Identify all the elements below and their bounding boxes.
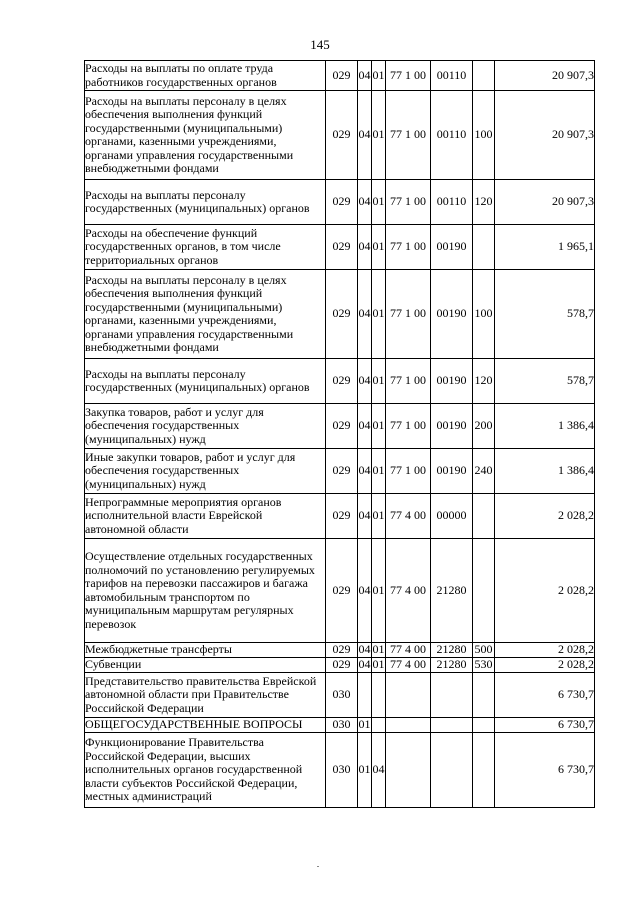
row-expense-type-code: 240 xyxy=(473,449,495,494)
row-sum: 1 386,4 xyxy=(495,449,595,494)
row-subsection-code: 01 xyxy=(372,449,386,494)
row-sum: 6 730,7 xyxy=(495,673,595,718)
table-row xyxy=(85,733,595,808)
row-target-article-subcode: 00110 xyxy=(431,180,473,225)
page-number: 145 xyxy=(310,37,330,52)
row-section-code: 04 xyxy=(358,642,371,657)
row-subsection-code: 04 xyxy=(372,733,386,808)
table-row xyxy=(85,643,595,658)
row-expense-type-code xyxy=(473,673,495,718)
row-expense-type-code: 500 xyxy=(474,642,493,657)
row-subsection-code: 01 xyxy=(372,494,386,539)
row-target-article-code: 77 1 00 xyxy=(386,449,431,494)
row-target-article-subcode: 00190 xyxy=(431,270,473,359)
row-name: Закупка товаров, работ и услуг для обеспечения государственных (муниципальных) нужд xyxy=(85,404,326,449)
row-subsection-code: 01 xyxy=(372,61,386,91)
row-section-code: 04 xyxy=(358,91,372,180)
row-target-article-code: 77 1 00 xyxy=(386,359,431,404)
row-admin-code: 029 xyxy=(326,404,358,449)
row-admin-code: 029 xyxy=(326,494,358,539)
row-target-article-subcode: 00190 xyxy=(431,225,473,270)
row-admin-code: 029 xyxy=(326,91,358,180)
row-target-article-subcode: 21280 xyxy=(431,539,473,643)
row-expense-type-code: 530 xyxy=(474,657,493,672)
scan-speck xyxy=(317,866,319,867)
row-subsection-code: 01 xyxy=(372,539,386,643)
row-name: Расходы на выплаты персоналу государственных (муниципальных) органов xyxy=(85,359,326,404)
row-section-code: 04 xyxy=(358,494,372,539)
table-row xyxy=(85,61,595,91)
row-target-article-code xyxy=(386,733,431,808)
table-row xyxy=(85,225,595,270)
budget-table-body xyxy=(85,61,595,808)
row-subsection-code: 01 xyxy=(372,225,386,270)
row-name: Субвенции xyxy=(85,658,326,673)
row-target-article-subcode: 00000 xyxy=(431,494,473,539)
row-expense-type-code xyxy=(473,733,495,808)
row-admin-code: 029 xyxy=(326,61,358,91)
row-section-code: 04 xyxy=(358,657,371,672)
row-section-code: 04 xyxy=(358,539,372,643)
row-admin-code: 029 xyxy=(326,359,358,404)
row-name: Расходы на выплаты по оплате труда работников государственных органов xyxy=(85,61,326,91)
row-expense-type-code: 120 xyxy=(473,180,495,225)
row-name: Осуществление отдельных государственных полномочий по установлению регулируемых тарифов на перевозки пассажиров и багажа автомобильным транспортом по муниципальным маршрутам регулярных перевозок xyxy=(85,539,326,643)
row-admin-code: 030 xyxy=(326,718,358,733)
row-section-code: 04 xyxy=(358,404,372,449)
row-section-code: 04 xyxy=(358,61,372,91)
row-sum: 578,7 xyxy=(495,359,595,404)
row-target-article-code: 77 1 00 xyxy=(386,61,431,91)
row-sum: 6 730,7 xyxy=(495,718,595,733)
table-row xyxy=(85,359,595,404)
row-admin-code: 030 xyxy=(326,733,358,808)
row-expense-type-code xyxy=(473,718,495,733)
row-sum: 578,7 xyxy=(495,270,595,359)
row-target-article-code: 77 4 00 xyxy=(386,494,431,539)
row-expense-type-code: 100 xyxy=(473,91,495,180)
row-subsection-code: 01 xyxy=(372,359,386,404)
row-target-article-code: 77 4 00 xyxy=(386,643,431,658)
row-admin-code: 029 xyxy=(326,270,358,359)
row-sum: 1 386,4 xyxy=(495,404,595,449)
row-admin-code: 029 xyxy=(326,539,358,643)
row-name: Расходы на выплаты персоналу в целях обеспечения выполнения функций государственными (муниципальными) органами, казенными учреждениями, органами управления государственными внебюджетными фондами xyxy=(85,91,326,180)
row-name: Функционирование Правительства Российской Федерации, высших исполнительных органов государственной власти субъектов Российской Федерации, местных администраций xyxy=(85,733,326,808)
row-section-code: 01 xyxy=(358,717,371,732)
row-section-code: 04 xyxy=(358,449,372,494)
row-sum: 2 028,2 xyxy=(495,539,595,643)
row-subsection-code: 01 xyxy=(372,270,386,359)
row-sum: 2 028,2 xyxy=(495,494,595,539)
row-name: Представительство правительства Еврейской автономной области при Правительстве Российской Федерации xyxy=(85,673,326,718)
row-target-article-subcode: 00190 xyxy=(431,449,473,494)
row-expense-type-code xyxy=(473,61,495,91)
row-expense-type-code xyxy=(473,539,495,643)
row-name: Иные закупки товаров, работ и услуг для обеспечения государственных (муниципальных) нужд xyxy=(85,449,326,494)
row-target-article-code: 77 4 00 xyxy=(386,539,431,643)
row-target-article-code: 77 4 00 xyxy=(386,658,431,673)
row-expense-type-code xyxy=(473,225,495,270)
row-admin-code: 029 xyxy=(326,658,358,673)
row-sum: 20 907,3 xyxy=(495,61,595,91)
row-admin-code: 030 xyxy=(326,673,358,718)
row-target-article-subcode: 00110 xyxy=(431,91,473,180)
row-section-code: 04 xyxy=(358,180,372,225)
table-row xyxy=(85,718,595,733)
row-sum: 20 907,3 xyxy=(495,91,595,180)
row-target-article-code xyxy=(386,718,431,733)
row-expense-type-code: 120 xyxy=(473,359,495,404)
row-target-article-subcode xyxy=(431,733,473,808)
table-row xyxy=(85,270,595,359)
row-name: Расходы на выплаты персоналу государственных (муниципальных) органов xyxy=(85,180,326,225)
row-admin-code: 029 xyxy=(326,643,358,658)
row-target-article-code xyxy=(386,673,431,718)
row-name: Непрограммные мероприятия органов исполнительной власти Еврейской автономной области xyxy=(85,494,326,539)
row-sum: 6 730,7 xyxy=(495,733,595,808)
row-name: Расходы на выплаты персоналу в целях обеспечения выполнения функций государственными (муниципальными) органами, казенными учреждениями, органами управления государственными внебюджетными фондами xyxy=(85,270,326,359)
row-target-article-subcode: 21280 xyxy=(431,658,473,673)
table-row xyxy=(85,658,595,673)
row-target-article-code: 77 1 00 xyxy=(386,270,431,359)
table-row xyxy=(85,91,595,180)
row-section-code: 04 xyxy=(358,359,372,404)
row-target-article-code: 77 1 00 xyxy=(386,91,431,180)
row-admin-code: 029 xyxy=(326,449,358,494)
row-sum: 2 028,2 xyxy=(495,658,595,673)
row-section-code: 01 xyxy=(358,733,372,808)
row-subsection-code: 01 xyxy=(372,180,386,225)
budget-table xyxy=(84,60,595,808)
row-section-code: 04 xyxy=(358,225,372,270)
row-subsection-code: 01 xyxy=(372,91,386,180)
row-expense-type-code: 100 xyxy=(473,270,495,359)
row-subsection-code: 01 xyxy=(372,404,386,449)
row-target-article-subcode: 00190 xyxy=(431,404,473,449)
row-admin-code: 029 xyxy=(326,225,358,270)
row-name: ОБЩЕГОСУДАРСТВЕННЫЕ ВОПРОСЫ xyxy=(85,718,326,733)
row-name: Межбюджетные трансферты xyxy=(85,643,326,658)
table-row xyxy=(85,449,595,494)
row-subsection-code xyxy=(372,718,386,733)
row-subsection-code xyxy=(372,673,386,718)
table-row xyxy=(85,494,595,539)
row-section-code xyxy=(358,673,372,718)
table-row xyxy=(85,673,595,718)
table-row xyxy=(85,404,595,449)
row-target-article-subcode: 00190 xyxy=(431,359,473,404)
row-expense-type-code: 200 xyxy=(473,404,495,449)
row-name: Расходы на обеспечение функций государственных органов, в том числе территориальных органов xyxy=(85,225,326,270)
row-target-article-subcode xyxy=(431,718,473,733)
row-expense-type-code xyxy=(473,494,495,539)
row-subsection-code: 01 xyxy=(372,642,385,657)
row-target-article-subcode: 21280 xyxy=(431,643,473,658)
row-sum: 1 965,1 xyxy=(495,225,595,270)
row-admin-code: 029 xyxy=(326,180,358,225)
row-target-article-code: 77 1 00 xyxy=(386,180,431,225)
row-sum: 20 907,3 xyxy=(495,180,595,225)
row-target-article-subcode xyxy=(431,673,473,718)
row-sum: 2 028,2 xyxy=(495,643,595,658)
row-target-article-subcode: 00110 xyxy=(431,61,473,91)
row-section-code: 04 xyxy=(358,270,372,359)
row-target-article-code: 77 1 00 xyxy=(386,225,431,270)
table-row xyxy=(85,539,595,643)
row-subsection-code: 01 xyxy=(372,657,385,672)
table-row xyxy=(85,180,595,225)
row-target-article-code: 77 1 00 xyxy=(386,404,431,449)
